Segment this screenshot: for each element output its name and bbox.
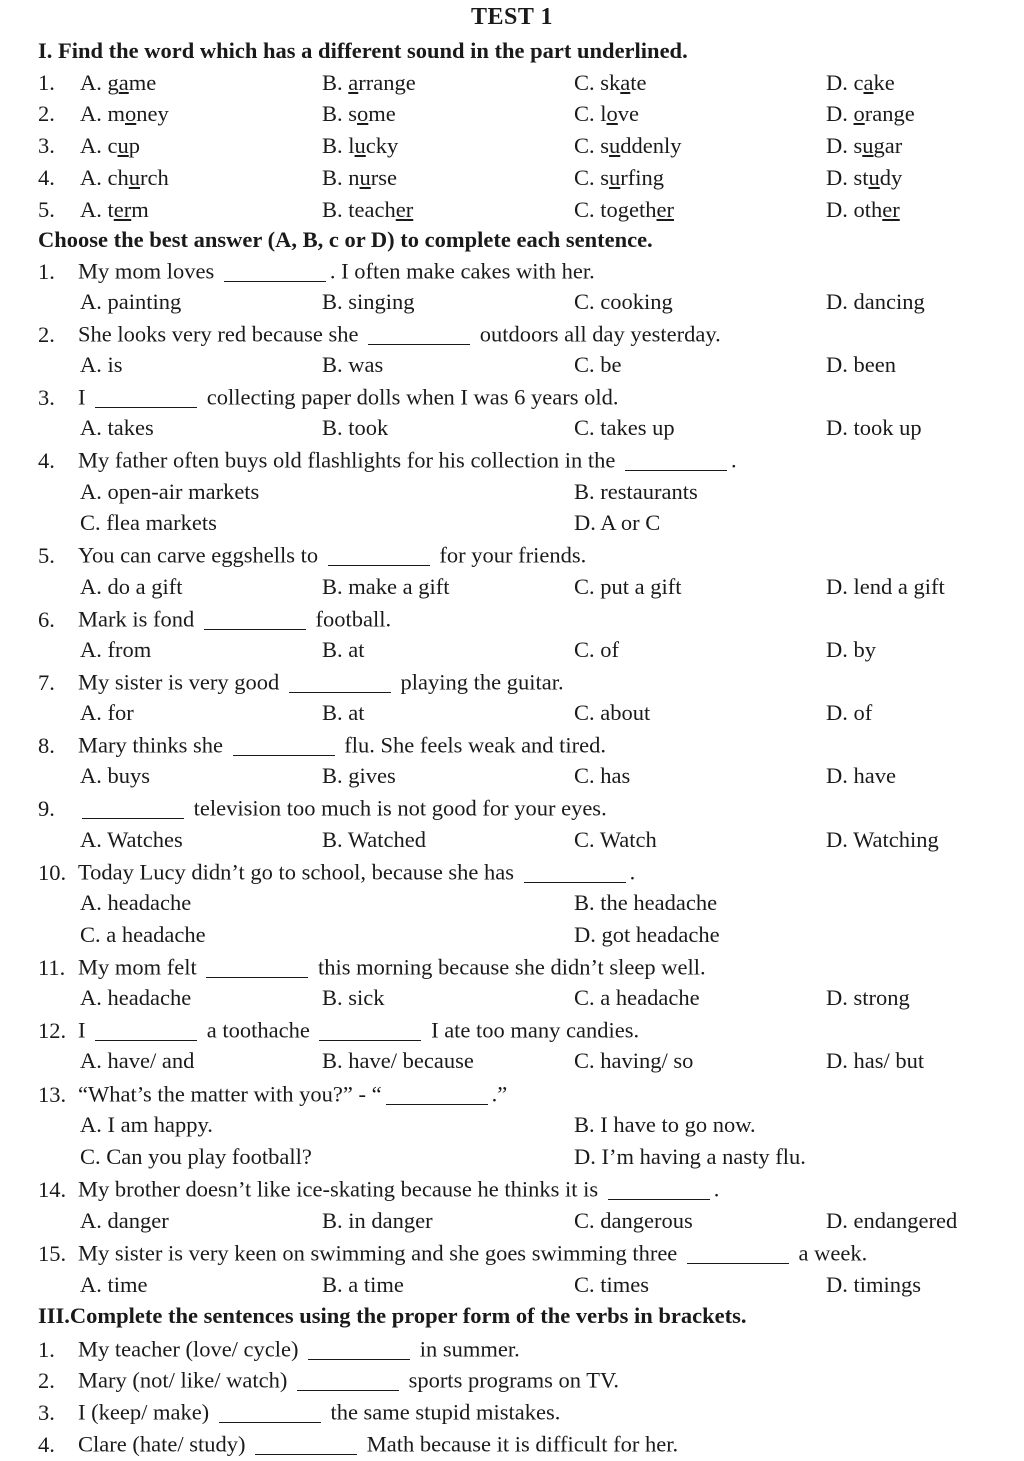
answer-option[interactable]: D. got headache — [574, 922, 720, 947]
answer-option[interactable]: C. has — [574, 763, 631, 788]
option-letter: B. — [322, 70, 349, 95]
question-text: My teacher (love/ cycle) — [78, 1336, 305, 1362]
question-text: Math because it is difficult for her. — [361, 1431, 679, 1457]
question-text: My sister is very keen on swimming and she goes swimming three — [78, 1240, 683, 1266]
answer-option[interactable]: B. at — [322, 700, 365, 725]
question-text: in summer. — [414, 1336, 520, 1362]
answer-option[interactable]: D. lend a gift — [826, 574, 945, 599]
word-part: rrange — [358, 70, 416, 95]
option-letter: A. — [80, 101, 108, 126]
word-part: ve — [617, 101, 640, 126]
answer-option[interactable] — [574, 101, 639, 127]
answer-option[interactable] — [826, 197, 900, 223]
word-part: ke — [873, 70, 895, 95]
underlined-sound: a — [620, 70, 631, 95]
question-number: 5. — [38, 542, 55, 568]
answer-option[interactable] — [574, 70, 647, 96]
question-number: 5. — [38, 197, 55, 222]
question-text: football. — [309, 606, 392, 632]
answer-blank[interactable] — [204, 606, 306, 630]
answer-option[interactable]: B. the headache — [574, 890, 718, 915]
answer-option[interactable]: B. I have to go now. — [574, 1112, 756, 1137]
answer-option[interactable]: D. by — [826, 637, 876, 662]
option-letter: D. — [826, 133, 854, 158]
underlined-sound: o — [853, 101, 865, 126]
question-text: My brother doesn’t like ice-skating because he thinks it is — [78, 1176, 604, 1202]
question-text: sports programs on TV. — [402, 1367, 619, 1393]
question-number: 1. — [38, 258, 55, 284]
answer-option[interactable]: A. takes — [80, 415, 154, 440]
underlined-sound: a — [863, 70, 874, 95]
underlined-sound: u — [354, 133, 366, 158]
underlined-sound: er — [113, 197, 132, 222]
answer-blank[interactable] — [95, 384, 197, 408]
answer-option[interactable]: A. do a gift — [80, 574, 183, 599]
word-part: range — [864, 101, 915, 126]
question-stem — [38, 795, 607, 822]
word-part: togeth — [600, 197, 657, 222]
answer-option[interactable]: A. I am happy. — [80, 1112, 213, 1137]
question-text: collecting paper dolls when I was 6 years old. — [201, 384, 619, 410]
question-stem — [38, 669, 564, 696]
underlined-sound: o — [357, 101, 369, 126]
question-stem — [38, 732, 606, 759]
answer-option[interactable]: A. from — [80, 637, 152, 662]
answer-option[interactable]: C. about — [574, 700, 651, 725]
question-stem — [38, 1336, 520, 1363]
answer-blank[interactable] — [687, 1240, 789, 1264]
answer-option[interactable] — [322, 133, 398, 159]
question-number: 15. — [38, 1240, 67, 1266]
answer-option[interactable]: B. in danger — [322, 1208, 433, 1233]
question-number: 3. — [38, 133, 55, 158]
section-1-heading: I. Find the word which has a different sound in the part underlined. — [38, 38, 688, 63]
answer-option[interactable] — [826, 70, 895, 96]
option-letter: B. — [322, 165, 349, 190]
word-part: s — [600, 133, 610, 158]
question-stem — [38, 1081, 507, 1108]
answer-option[interactable]: C. be — [574, 352, 622, 377]
word-part: me — [128, 70, 157, 95]
question-text: Mary (not/ like/ watch) — [78, 1367, 293, 1393]
question-number: 3. — [38, 1399, 55, 1425]
question-text: “What’s the matter with you?” - “ — [78, 1081, 382, 1107]
answer-option[interactable] — [322, 70, 416, 96]
question-number: 7. — [38, 669, 55, 695]
answer-option[interactable]: C. a headache — [80, 922, 206, 947]
answer-option[interactable] — [826, 133, 902, 159]
answer-blank[interactable] — [233, 732, 335, 756]
question-text: this morning because she didn’t sleep well. — [312, 954, 706, 980]
underlined-sound: u — [609, 165, 621, 190]
word-part: te — [630, 70, 647, 95]
answer-option[interactable] — [80, 133, 140, 159]
question-stem — [38, 1017, 639, 1044]
answer-option[interactable]: B. singing — [322, 289, 415, 314]
question-text: outdoors all day yesterday. — [474, 321, 721, 347]
answer-option[interactable]: C. times — [574, 1272, 650, 1297]
question-stem — [38, 954, 706, 981]
word-part: ney — [136, 101, 169, 126]
answer-option[interactable]: D. strong — [826, 985, 910, 1010]
answer-option[interactable] — [574, 133, 682, 159]
word-part: n — [348, 165, 360, 190]
section-2-heading: Choose the best answer (A, B, c or D) to complete each sentence. — [38, 227, 653, 252]
question-number: 11. — [38, 954, 66, 980]
option-letter: C. — [574, 70, 601, 95]
answer-option[interactable]: A. open-air markets — [80, 479, 260, 504]
answer-blank[interactable] — [319, 1017, 421, 1041]
question-number: 2. — [38, 321, 55, 347]
answer-option[interactable]: D. I’m having a nasty flu. — [574, 1144, 806, 1169]
question-text: the same stupid mistakes. — [324, 1399, 561, 1425]
question-number: 3. — [38, 384, 55, 410]
question-stem — [38, 1176, 719, 1203]
question-number: 9. — [38, 795, 55, 821]
answer-blank[interactable] — [219, 1399, 321, 1423]
question-number: 6. — [38, 606, 55, 632]
answer-option[interactable]: B. gives — [322, 763, 396, 788]
word-part: s — [600, 165, 610, 190]
question-number: 4. — [38, 165, 55, 190]
word-part: rse — [370, 165, 398, 190]
option-letter: D. — [826, 197, 854, 222]
word-part: rch — [140, 165, 169, 190]
word-part: ch — [107, 165, 129, 190]
word-part: ddenly — [620, 133, 682, 158]
question-stem — [38, 1240, 867, 1267]
answer-blank[interactable] — [289, 669, 391, 693]
word-part: dy — [879, 165, 903, 190]
answer-option[interactable]: B. a time — [322, 1272, 404, 1297]
answer-option[interactable]: D. have — [826, 763, 896, 788]
answer-option[interactable]: B. Watched — [322, 827, 426, 852]
question-text: I (keep/ make) — [78, 1399, 215, 1425]
answer-blank[interactable] — [608, 1176, 710, 1200]
question-text: . — [629, 859, 636, 885]
option-letter: A. — [80, 165, 108, 190]
option-letter: D. — [826, 165, 854, 190]
option-letter: A. — [80, 133, 108, 158]
underlined-sound: u — [868, 165, 880, 190]
answer-option[interactable]: C. put a gift — [574, 574, 682, 599]
question-text: a toothache — [201, 1017, 316, 1043]
option-letter: B. — [322, 133, 349, 158]
word-part: l — [600, 101, 607, 126]
answer-option[interactable]: D. Watching — [826, 827, 939, 852]
answer-option[interactable] — [826, 101, 915, 127]
underlined-sound: a — [348, 70, 359, 95]
answer-option[interactable]: C. a headache — [574, 985, 700, 1010]
answer-option[interactable] — [80, 70, 156, 96]
answer-option[interactable]: A. headache — [80, 985, 192, 1010]
answer-option[interactable]: A. time — [80, 1272, 148, 1297]
answer-blank[interactable] — [255, 1431, 357, 1455]
answer-option[interactable]: D. been — [826, 352, 896, 377]
word-part: c — [853, 70, 864, 95]
answer-option[interactable]: A. headache — [80, 890, 192, 915]
answer-option[interactable]: A. danger — [80, 1208, 169, 1233]
answer-option[interactable]: C. cooking — [574, 289, 673, 314]
question-number: 13. — [38, 1081, 67, 1107]
question-text: My father often buys old flashlights for his collection in the — [78, 447, 622, 473]
question-stem — [38, 542, 586, 569]
question-number: 4. — [38, 447, 55, 473]
answer-blank[interactable] — [386, 1081, 488, 1105]
answer-option[interactable]: C. having/ so — [574, 1048, 694, 1073]
answer-blank[interactable] — [524, 859, 626, 883]
question-number: 12. — [38, 1017, 67, 1043]
question-stem — [38, 1367, 619, 1394]
underlined-sound: o — [606, 101, 618, 126]
option-letter: B. — [322, 197, 349, 222]
underlined-sound: er — [882, 197, 900, 222]
option-letter: C. — [574, 165, 601, 190]
option-letter: C. — [574, 197, 601, 222]
answer-option[interactable]: D. endangered — [826, 1208, 958, 1233]
word-part: m — [107, 101, 126, 126]
question-stem — [38, 321, 721, 348]
answer-option[interactable] — [80, 197, 149, 223]
answer-blank[interactable] — [297, 1367, 399, 1391]
underlined-sound: u — [609, 133, 621, 158]
word-part: c — [107, 133, 118, 158]
word-part: t — [107, 197, 114, 222]
word-part: oth — [853, 197, 883, 222]
answer-blank[interactable] — [308, 1336, 410, 1360]
answer-option[interactable]: B. have/ because — [322, 1048, 474, 1073]
word-part: g — [107, 70, 119, 95]
question-text: . — [713, 1176, 720, 1202]
word-part: teach — [348, 197, 396, 222]
answer-option[interactable] — [322, 165, 397, 191]
answer-option[interactable]: A. is — [80, 352, 123, 377]
answer-option[interactable] — [80, 101, 169, 127]
underlined-sound: er — [395, 197, 414, 222]
question-number: 10. — [38, 859, 67, 885]
answer-blank[interactable] — [328, 542, 430, 566]
question-number: 1. — [38, 70, 55, 95]
question-text: a week. — [792, 1240, 868, 1266]
question-text: My mom felt — [78, 954, 203, 980]
option-letter: B. — [322, 101, 349, 126]
answer-option[interactable]: B. at — [322, 637, 365, 662]
answer-option[interactable]: A. have/ and — [80, 1048, 195, 1073]
page-title: TEST 1 — [471, 4, 553, 30]
answer-option[interactable]: B. was — [322, 352, 384, 377]
word-part: cky — [365, 133, 399, 158]
option-letter: C. — [574, 133, 601, 158]
answer-option[interactable]: A. for — [80, 700, 134, 725]
answer-option[interactable]: C. takes up — [574, 415, 675, 440]
underlined-sound: a — [118, 70, 129, 95]
option-letter: D. — [826, 101, 854, 126]
question-text: She looks very red because she — [78, 321, 365, 347]
answer-blank[interactable] — [368, 321, 470, 345]
question-text: . — [731, 447, 737, 473]
underlined-sound: er — [656, 197, 674, 222]
answer-option[interactable]: C. flea markets — [80, 510, 217, 535]
word-part: gar — [873, 133, 903, 158]
question-number: 1. — [38, 1336, 55, 1362]
answer-blank[interactable] — [82, 795, 184, 819]
underlined-sound: o — [125, 101, 137, 126]
question-text: I — [78, 1017, 92, 1043]
option-letter: D. — [826, 70, 854, 95]
question-stem — [38, 606, 391, 633]
answer-option[interactable] — [80, 165, 169, 191]
question-text: I ate too many candies. — [425, 1017, 640, 1043]
answer-option[interactable] — [574, 197, 674, 223]
question-text: Mary thinks she — [78, 732, 229, 758]
word-part: sk — [600, 70, 621, 95]
answer-blank[interactable] — [625, 447, 727, 471]
underlined-sound: u — [862, 133, 874, 158]
answer-option[interactable]: B. restaurants — [574, 479, 698, 504]
question-number: 14. — [38, 1176, 67, 1202]
question-text: My sister is very good — [78, 669, 285, 695]
option-letter: A. — [80, 197, 108, 222]
question-stem — [38, 1431, 678, 1458]
question-number: 2. — [38, 1367, 55, 1393]
answer-option[interactable]: A. Watches — [80, 827, 183, 852]
question-text: You can carve eggshells to — [78, 542, 324, 568]
answer-blank[interactable] — [206, 954, 308, 978]
question-stem — [38, 1399, 560, 1426]
underlined-sound: u — [359, 165, 371, 190]
answer-blank[interactable] — [95, 1017, 197, 1041]
underlined-sound: u — [117, 133, 129, 158]
question-stem — [38, 859, 635, 886]
question-text: Mark is fond — [78, 606, 200, 632]
question-text: television too much is not good for your eyes. — [188, 795, 607, 821]
answer-option[interactable]: D. has/ but — [826, 1048, 925, 1073]
answer-option[interactable]: D. timings — [826, 1272, 922, 1297]
answer-option[interactable] — [322, 197, 413, 223]
question-stem — [38, 447, 737, 474]
question-stem — [38, 384, 619, 411]
question-number: 4. — [38, 1431, 55, 1457]
answer-option[interactable]: D. took up — [826, 415, 922, 440]
answer-option[interactable]: D. dancing — [826, 289, 925, 314]
word-part: me — [368, 101, 396, 126]
question-number: 8. — [38, 732, 55, 758]
word-part: m — [131, 197, 149, 222]
answer-option[interactable]: C. Can you play football? — [80, 1144, 312, 1169]
question-number: 2. — [38, 101, 55, 126]
answer-option[interactable]: D. of — [826, 700, 873, 725]
question-text: My mom loves — [78, 258, 220, 284]
question-text: Today Lucy didn’t go to school, because she has — [78, 859, 520, 885]
section-3-heading: III.Complete the sentences using the proper form of the verbs in brackets. — [38, 1303, 747, 1328]
underlined-sound: u — [128, 165, 140, 190]
option-letter: A. — [80, 70, 108, 95]
answer-option[interactable] — [826, 165, 902, 191]
question-text: for your friends. — [433, 542, 587, 568]
answer-option[interactable]: B. make a gift — [322, 574, 450, 599]
answer-option[interactable]: C. dangerous — [574, 1208, 693, 1233]
answer-option[interactable]: A. painting — [80, 289, 182, 314]
question-text: Clare (hate/ study) — [78, 1431, 252, 1457]
option-letter: C. — [574, 101, 601, 126]
answer-option[interactable]: B. sick — [322, 985, 385, 1010]
answer-option[interactable] — [574, 165, 664, 191]
word-part: p — [128, 133, 140, 158]
answer-option[interactable] — [322, 101, 396, 127]
word-part: l — [348, 133, 355, 158]
question-stem — [38, 258, 595, 285]
answer-option[interactable]: C. of — [574, 637, 619, 662]
word-part: s — [348, 101, 358, 126]
answer-option[interactable]: C. Watch — [574, 827, 657, 852]
answer-option[interactable]: A. buys — [80, 763, 151, 788]
question-text: . I often make cakes with her. — [329, 258, 595, 284]
word-part: st — [853, 165, 869, 190]
question-text: .” — [491, 1081, 508, 1107]
answer-option[interactable]: D. A or C — [574, 510, 661, 535]
question-text: I — [78, 384, 92, 410]
word-part: s — [853, 133, 863, 158]
answer-blank[interactable] — [224, 258, 326, 282]
question-text: playing the guitar. — [394, 669, 564, 695]
question-text: flu. She feels weak and tired. — [338, 732, 607, 758]
answer-option[interactable]: B. took — [322, 415, 389, 440]
word-part: rfing — [620, 165, 665, 190]
